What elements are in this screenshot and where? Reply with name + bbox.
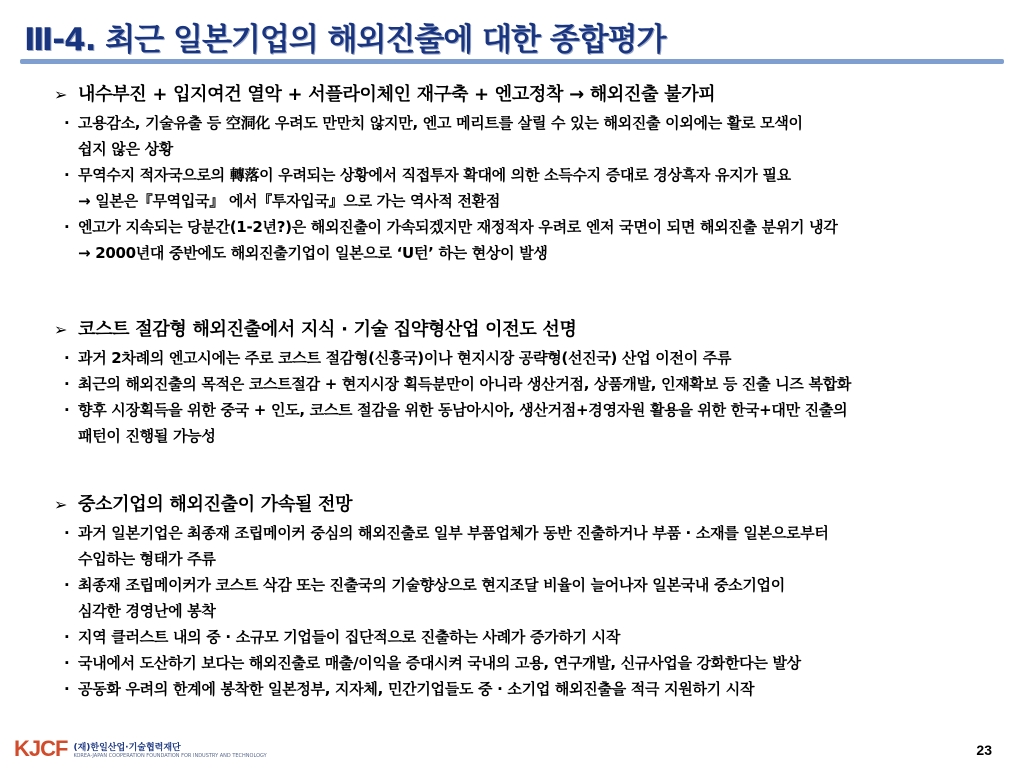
- bullet-dot: ·: [64, 401, 70, 419]
- section-heading: [54, 490, 1024, 520]
- section-heading-text: 내수부진 + 입지여건 열악 + 서플라이체인 재구축 + 엔고정착 → 해외진출 불가피: [78, 84, 716, 105]
- bullet-line: 엔고가 지속되는 당분간(1-2년?)은 해외진출이 가속되겠지만 재정적자 우려로 엔저 국면이 되면 해외진출 분위기 냉각: [78, 218, 838, 236]
- logo-caption: [73, 740, 266, 759]
- list-item: [64, 397, 1024, 449]
- list-item: [64, 214, 1024, 266]
- list-item: [64, 345, 1024, 371]
- bullet-line-continued: → 2000년대 중반에도 해외진출기업이 일본으로 ‘U턴’ 하는 현상이 발생: [78, 244, 548, 262]
- list-item: [64, 110, 1024, 162]
- bullet-line-continued: 패턴이 진행될 가능성: [78, 427, 216, 445]
- bullet-dot: ·: [64, 218, 70, 236]
- organization-name-english: KOREA-JAPAN COOPERATION FOUNDATION FOR INDUSTRY AND TECHNOLOGY: [73, 752, 267, 759]
- section-heading: [54, 80, 1024, 110]
- bullet-dot: ·: [64, 166, 70, 184]
- list-item: [64, 572, 1024, 624]
- bullet-dot: ·: [64, 628, 70, 646]
- logo-wordmark: KJCF: [14, 736, 68, 761]
- bullet-line: 최근의 해외진출의 목적은 코스트절감 + 현지시장 획득분만이 아니라 생산거점, 상품개발, 인재확보 등 진출 니즈 복합화: [78, 375, 852, 393]
- title-divider: [20, 59, 1004, 64]
- bullet-line: 고용감소, 기술유출 등 空洞化 우려도 만만치 않지만, 엔고 메리트를 살릴 수 있는 해외진출 이외에는 활로 모색이: [78, 114, 803, 132]
- list-item: [64, 650, 1024, 676]
- bullet-dot: ·: [64, 375, 70, 393]
- bullet-line-continued: 심각한 경영난에 봉착: [78, 602, 216, 620]
- bullet-line: 지역 클러스트 내의 중 · 소규모 기업들이 집단적으로 진출하는 사례가 증가하기 시작: [78, 628, 621, 646]
- bullet-line: 최종재 조립메이커가 코스트 삭감 또는 진출국의 기술향상으로 현지조달 비율이 늘어나자 일본국내 중소기업이: [78, 576, 785, 594]
- section-heading-text: 코스트 절감형 해외진출에서 지식 · 기술 집약형산업 이전도 선명: [78, 319, 577, 340]
- arrow-head-icon: ➢: [54, 320, 68, 339]
- bullet-line: 공동화 우려의 한계에 봉착한 일본정부, 지자체, 민간기업들도 중 · 소기업 해외진출을 적극 지원하기 시작: [78, 680, 755, 698]
- bullet-dot: ·: [64, 524, 70, 542]
- footer-logo: [14, 736, 267, 762]
- bullet-line-continued: 수입하는 형태가 주류: [78, 550, 216, 568]
- bullet-line-continued: → 일본은『무역입국』 에서『투자입국』으로 가는 역사적 전환점: [78, 192, 501, 210]
- bullet-dot: ·: [64, 114, 70, 132]
- bullet-dot: ·: [64, 576, 70, 594]
- section-3: [0, 490, 1024, 702]
- page-number: 23: [976, 742, 992, 758]
- list-item: [64, 624, 1024, 650]
- list-item: [64, 162, 1024, 214]
- page-title: Ⅲ-4. 최근 일본기업의 해외진출에 대한 종합평가: [24, 22, 666, 58]
- list-item: [64, 676, 1024, 702]
- bullet-line: 국내에서 도산하기 보다는 해외진출로 매출/이익을 증대시켜 국내의 고용, 연구개발, 신규사업을 강화한다는 발상: [78, 654, 801, 672]
- section-heading-text: 중소기업의 해외진출이 가속될 전망: [78, 494, 353, 515]
- arrow-head-icon: ➢: [54, 85, 68, 104]
- logo-icon: [14, 736, 67, 762]
- list-item: [64, 520, 1024, 572]
- section-1: [0, 80, 1024, 266]
- bullet-dot: ·: [64, 680, 70, 698]
- bullet-dot: ·: [64, 349, 70, 367]
- bullet-line: 과거 일본기업은 최종재 조립메이커 중심의 해외진출로 일부 부품업체가 동반 진출하거나 부품 · 소재를 일본으로부터: [78, 524, 829, 542]
- bullet-line: 과거 2차례의 엔고시에는 주로 코스트 절감형(신흥국)이나 현지시장 공략형(선진국) 산업 이전이 주류: [78, 349, 732, 367]
- section-heading: [54, 315, 1024, 345]
- bullet-dot: ·: [64, 654, 70, 672]
- section-2: [0, 315, 1024, 449]
- bullet-line: 무역수지 적자국으로의 轉落이 우려되는 상황에서 직접투자 확대에 의한 소득수지 증대로 경상흑자 유지가 필요: [78, 166, 791, 184]
- list-item: [64, 371, 1024, 397]
- bullet-line-continued: 쉽지 않은 상황: [78, 140, 173, 158]
- organization-name: (재)한일산업·기술협력재단: [73, 742, 181, 753]
- bullet-line: 향후 시장획득을 위한 중국 + 인도, 코스트 절감을 위한 동남아시아, 생산거점+경영자원 활용을 위한 한국+대만 진출의: [78, 401, 848, 419]
- arrow-head-icon: ➢: [54, 495, 68, 514]
